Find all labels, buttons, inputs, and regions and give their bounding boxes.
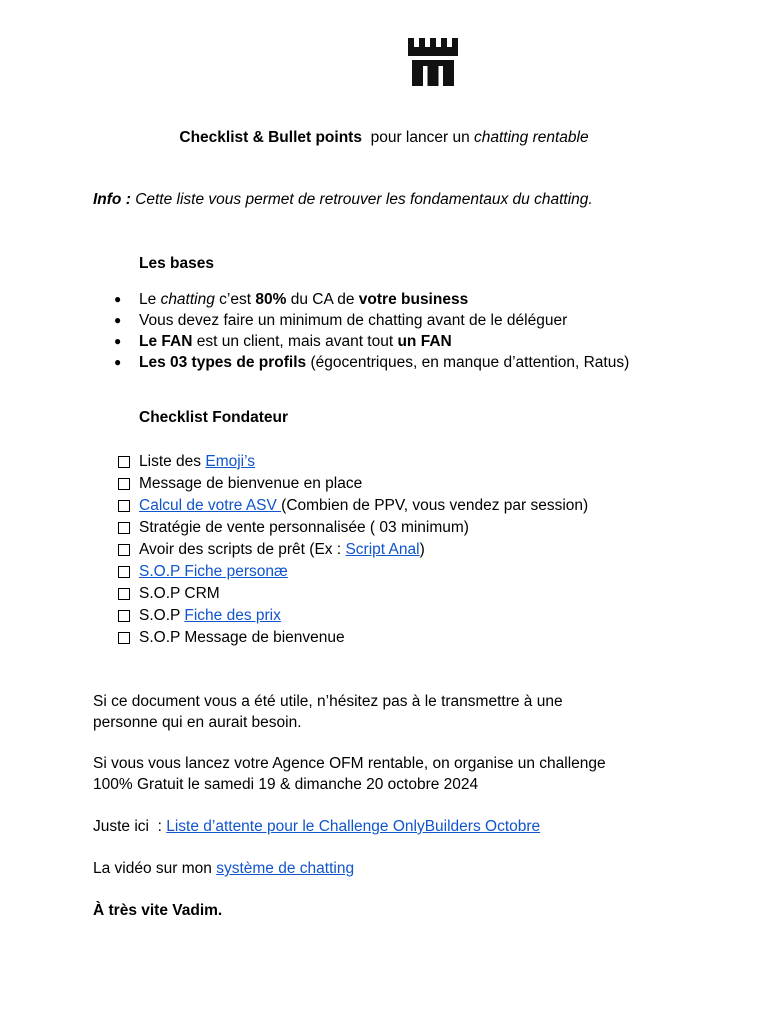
list-item: ● Les 03 types de profils (égocentriques, en manque d’attention, Ratus) [114,352,629,373]
chatting-system-link[interactable]: système de chatting [216,860,355,877]
section-heading-bases: Les bases [139,255,214,272]
script-link[interactable]: Script Anal [345,541,420,558]
checklist-item [118,561,588,583]
checkbox-icon[interactable] [118,478,130,490]
list-item: ● Le FAN est un client, mais avant tout un FAN [114,331,629,352]
checkbox-icon[interactable] [118,632,130,644]
checklist-item: Avoir des scripts de prêt (Ex : Script Anal ) [118,539,588,561]
checkbox-icon[interactable] [118,588,130,600]
list-item: ● Le chatting c’est 80% du CA de votre business [114,289,629,310]
info-label: Info : [93,191,131,208]
section-heading-checklist: Checklist Fondateur [139,409,288,426]
checklist-item: Liste des Emoji’s [118,451,588,473]
checklist-item: S.O.P Message de bienvenue [118,627,588,649]
checklist-item: S.O.P Fiche des prix [118,605,588,627]
checklist-item: Calcul de votre ASV (Combien de PPV, vous vendez par session) [118,495,588,517]
founder-checklist [118,451,588,649]
bases-list [114,289,629,373]
sop-persona-link[interactable]: S.O.P Fiche personæ [139,563,288,580]
asv-calculator-link[interactable]: Calcul de votre ASV [139,497,282,514]
price-sheet-link[interactable]: Fiche des prix [184,607,281,624]
checkbox-icon[interactable] [118,456,130,468]
checkbox-icon[interactable] [118,500,130,512]
checkbox-icon[interactable] [118,522,130,534]
info-line [93,191,593,209]
checklist-item: Message de bienvenue en place [118,473,588,495]
signoff: À très vite Vadim. [93,902,223,919]
checkbox-icon[interactable] [118,566,130,578]
title-mid: pour lancer un [370,129,470,146]
waitlist-line: Juste ici : Liste d’attente pour le Challenge OnlyBuilders Octobre [93,818,541,835]
waitlist-link[interactable]: Liste d’attente pour le Challenge OnlyBuilders Octobre [166,818,541,835]
checkbox-icon[interactable] [118,610,130,622]
checklist-item: S.O.P CRM [118,583,588,605]
emoji-list-link[interactable]: Emoji’s [205,453,256,470]
title-bold: Checklist & Bullet points [179,129,362,146]
info-text: Cette liste vous permet de retrouver les fondamentaux du chatting. [135,191,593,208]
checkbox-icon[interactable] [118,544,130,556]
document-title [0,129,768,147]
title-italic: chatting rentable [474,129,589,146]
share-paragraph: Si ce document vous a été utile, n’hésitez pas à le transmettre à une personne qui en aurait besoin. [93,693,563,731]
brand-logo-icon [408,38,458,86]
video-line: La vidéo sur mon système de chatting [93,860,355,877]
checklist-item: Stratégie de vente personnalisée ( 03 minimum) [118,517,588,539]
challenge-paragraph: Si vous vous lancez votre Agence OFM rentable, on organise un challenge 100% Gratuit le samedi 19 & dimanche 20 octobre 2024 [93,755,606,793]
list-item: ● Vous devez faire un minimum de chatting avant de le déléguer [114,310,629,331]
